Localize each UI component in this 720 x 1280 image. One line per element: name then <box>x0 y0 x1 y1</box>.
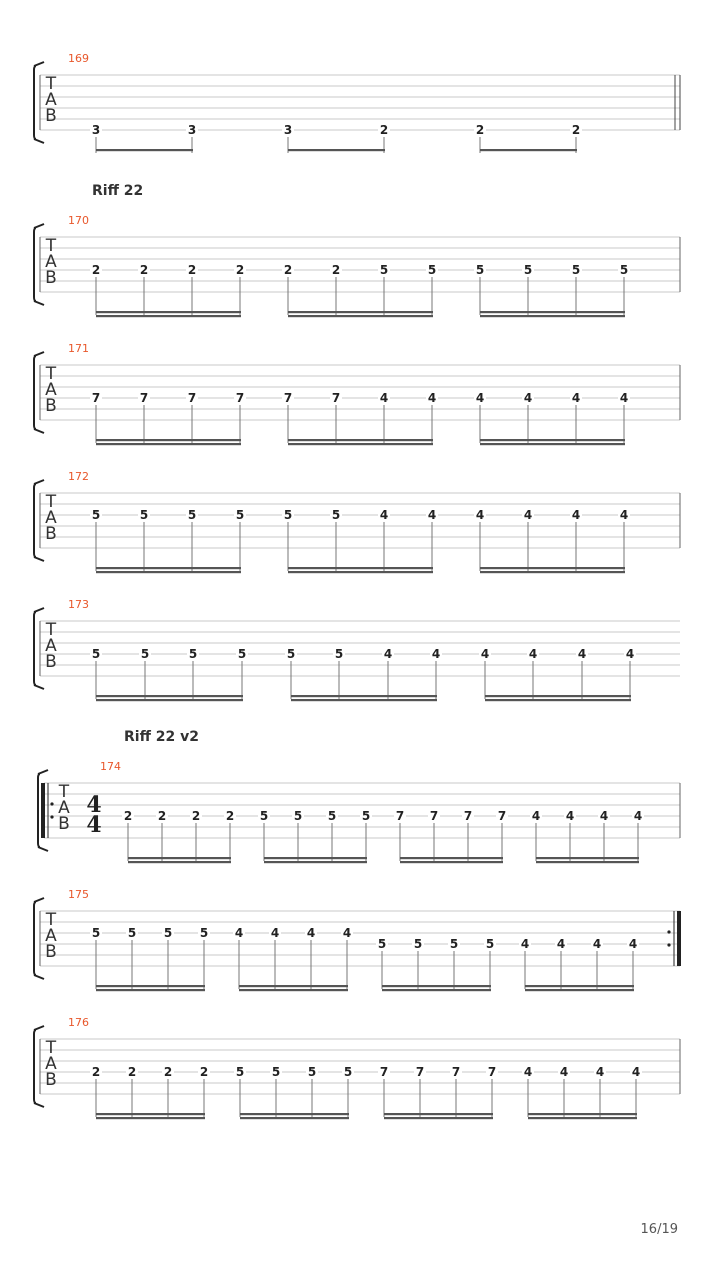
beam-secondary <box>382 989 491 991</box>
tab-clef-letter-a: A <box>58 798 70 818</box>
fret-number: 5 <box>334 647 344 661</box>
system-bracket <box>34 612 36 685</box>
measure-number: 171 <box>68 342 89 355</box>
fret-number: 4 <box>523 1065 533 1079</box>
fret-number: 5 <box>361 809 371 823</box>
beam-primary <box>96 311 241 313</box>
bracket-top-hook <box>38 770 48 774</box>
fret-number: 4 <box>619 391 629 405</box>
tab-clef-letter-a: A <box>45 508 57 528</box>
beam-secondary <box>384 1117 493 1119</box>
fret-number: 5 <box>475 263 485 277</box>
bracket-top-hook <box>34 352 44 356</box>
tab-clef-letter-t: T <box>45 364 57 384</box>
tab-clef-letter-a: A <box>45 252 57 272</box>
section-label: Riff 22 <box>92 183 144 199</box>
fret-number: 5 <box>523 263 533 277</box>
beam-primary <box>480 311 625 313</box>
fret-number: 7 <box>91 391 101 405</box>
bracket-bottom-hook <box>34 685 44 689</box>
fret-number: 7 <box>497 809 507 823</box>
beam-secondary <box>239 989 348 991</box>
beam-primary <box>528 1113 637 1115</box>
tab-system-170 <box>34 183 680 317</box>
fret-number: 2 <box>91 263 101 277</box>
fret-number: 5 <box>449 937 459 951</box>
tab-clef-letter-t: T <box>45 1038 57 1058</box>
bracket-bottom-hook <box>34 557 44 561</box>
fret-number: 2 <box>283 263 293 277</box>
beam-secondary <box>400 861 503 863</box>
tab-system-175 <box>34 888 681 991</box>
fret-number: 7 <box>139 391 149 405</box>
beam-primary <box>480 149 577 151</box>
beam-primary <box>480 439 625 441</box>
fret-number: 4 <box>577 647 587 661</box>
bracket-bottom-hook <box>34 429 44 433</box>
fret-number: 2 <box>127 1065 137 1079</box>
fret-number: 4 <box>379 508 389 522</box>
tab-system-169 <box>34 52 680 153</box>
bracket-bottom-hook <box>34 301 44 305</box>
beam-primary <box>525 985 634 987</box>
beam-secondary <box>288 315 433 317</box>
fret-number: 4 <box>571 391 581 405</box>
bracket-bottom-hook <box>38 847 48 851</box>
tab-clef-letter-a: A <box>45 926 57 946</box>
system-bracket <box>38 774 40 847</box>
fret-number: 7 <box>487 1065 497 1079</box>
fret-number: 4 <box>633 809 643 823</box>
beam-primary <box>96 439 241 441</box>
beam-primary <box>288 311 433 313</box>
bracket-top-hook <box>34 62 44 66</box>
fret-number: 5 <box>485 937 495 951</box>
beam-secondary <box>264 861 367 863</box>
fret-number: 5 <box>237 647 247 661</box>
section-label: Riff 22 v2 <box>124 729 200 745</box>
fret-number: 4 <box>379 391 389 405</box>
system-bracket <box>34 228 36 301</box>
fret-number: 2 <box>163 1065 173 1079</box>
tab-system-176 <box>34 1016 680 1119</box>
beam-primary <box>128 857 231 859</box>
beam-primary <box>96 985 205 987</box>
fret-number: 4 <box>565 809 575 823</box>
fret-number: 7 <box>235 391 245 405</box>
beam-secondary <box>96 989 205 991</box>
repeat-dot <box>667 930 670 933</box>
fret-number: 4 <box>270 926 280 940</box>
fret-number: 4 <box>628 937 638 951</box>
fret-number: 5 <box>271 1065 281 1079</box>
system-bracket <box>34 902 36 975</box>
fret-number: 5 <box>187 508 197 522</box>
bracket-bottom-hook <box>34 139 44 143</box>
fret-number: 4 <box>431 647 441 661</box>
fret-number: 7 <box>379 1065 389 1079</box>
bracket-bottom-hook <box>34 975 44 979</box>
fret-number: 4 <box>342 926 352 940</box>
measure-number: 176 <box>68 1016 89 1029</box>
beam-secondary <box>536 861 639 863</box>
tab-clef-letter-b: B <box>45 268 57 288</box>
measure-number: 169 <box>68 52 89 65</box>
fret-number: 5 <box>619 263 629 277</box>
fret-number: 5 <box>140 647 150 661</box>
tab-clef-letter-b: B <box>45 396 57 416</box>
beam-primary <box>288 149 385 151</box>
fret-number: 5 <box>286 647 296 661</box>
beam-secondary <box>288 571 433 573</box>
fret-number: 4 <box>592 937 602 951</box>
fret-number: 5 <box>327 809 337 823</box>
tab-clef-letter-b: B <box>45 652 57 672</box>
fret-number: 5 <box>379 263 389 277</box>
fret-number: 5 <box>259 809 269 823</box>
fret-number: 2 <box>91 1065 101 1079</box>
bracket-top-hook <box>34 1026 44 1030</box>
tab-clef-letter-b: B <box>45 1070 57 1090</box>
page-number: 16/19 <box>640 1222 678 1237</box>
bracket-top-hook <box>34 480 44 484</box>
fret-number: 4 <box>528 647 538 661</box>
beam-primary <box>480 567 625 569</box>
beam-secondary <box>480 315 625 317</box>
tab-clef-letter-a: A <box>45 1054 57 1074</box>
fret-number: 5 <box>571 263 581 277</box>
tab-clef-letter-b: B <box>45 942 57 962</box>
beam-secondary <box>96 443 241 445</box>
system-bracket <box>34 1030 36 1103</box>
fret-number: 4 <box>619 508 629 522</box>
beam-primary <box>291 695 437 697</box>
beam-secondary <box>96 315 241 317</box>
system-bracket <box>34 484 36 557</box>
tab-system-172 <box>34 470 680 573</box>
fret-number: 2 <box>191 809 201 823</box>
fret-number: 4 <box>595 1065 605 1079</box>
fret-number: 4 <box>523 508 533 522</box>
fret-number: 2 <box>475 123 485 137</box>
fret-number: 5 <box>377 937 387 951</box>
beam-primary <box>96 695 243 697</box>
tab-clef-letter-a: A <box>45 90 57 110</box>
tab-system-174 <box>38 729 680 863</box>
fret-number: 7 <box>187 391 197 405</box>
fret-number: 4 <box>520 937 530 951</box>
beam-secondary <box>240 1117 349 1119</box>
system-bracket <box>34 66 36 139</box>
fret-number: 5 <box>343 1065 353 1079</box>
repeat-dot <box>667 943 670 946</box>
fret-number: 5 <box>427 263 437 277</box>
beam-primary <box>96 149 193 151</box>
fret-number: 3 <box>283 123 293 137</box>
beam-primary <box>382 985 491 987</box>
fret-number: 4 <box>475 391 485 405</box>
tab-clef-letter-t: T <box>45 620 57 640</box>
tab-system-171 <box>34 342 680 445</box>
fret-number: 4 <box>427 508 437 522</box>
beam-secondary <box>96 571 241 573</box>
fret-number: 7 <box>395 809 405 823</box>
system-bracket <box>34 356 36 429</box>
fret-number: 4 <box>427 391 437 405</box>
time-signature-digit: 4 <box>86 812 102 838</box>
fret-number: 4 <box>531 809 541 823</box>
fret-number: 5 <box>91 647 101 661</box>
beam-primary <box>485 695 631 697</box>
repeat-dot <box>50 815 53 818</box>
fret-number: 2 <box>157 809 167 823</box>
fret-number: 5 <box>293 809 303 823</box>
beam-primary <box>96 567 241 569</box>
beam-secondary <box>128 861 231 863</box>
repeat-end-thick-bar <box>677 911 681 966</box>
bracket-bottom-hook <box>34 1103 44 1107</box>
fret-number: 7 <box>331 391 341 405</box>
fret-number: 4 <box>631 1065 641 1079</box>
fret-number: 2 <box>199 1065 209 1079</box>
beam-secondary <box>485 699 631 701</box>
beam-primary <box>96 1113 205 1115</box>
fret-number: 7 <box>283 391 293 405</box>
fret-number: 2 <box>225 809 235 823</box>
beam-primary <box>384 1113 493 1115</box>
tab-system-173 <box>34 598 680 701</box>
fret-number: 2 <box>571 123 581 137</box>
tab-clef-letter-t: T <box>45 910 57 930</box>
beam-secondary <box>480 443 625 445</box>
beam-secondary <box>480 571 625 573</box>
fret-number: 5 <box>331 508 341 522</box>
measure-number: 175 <box>68 888 89 901</box>
fret-number: 5 <box>283 508 293 522</box>
fret-number: 4 <box>571 508 581 522</box>
beam-primary <box>288 567 433 569</box>
fret-number: 7 <box>429 809 439 823</box>
fret-number: 5 <box>188 647 198 661</box>
tab-clef-letter-t: T <box>58 782 70 802</box>
fret-number: 5 <box>307 1065 317 1079</box>
bracket-top-hook <box>34 608 44 612</box>
fret-number: 2 <box>123 809 133 823</box>
beam-secondary <box>96 699 243 701</box>
fret-number: 5 <box>413 937 423 951</box>
tab-clef-letter-b: B <box>45 106 57 126</box>
fret-number: 5 <box>91 926 101 940</box>
beam-secondary <box>528 1117 637 1119</box>
time-signature-digit: 4 <box>86 792 102 818</box>
beam-primary <box>536 857 639 859</box>
fret-number: 4 <box>556 937 566 951</box>
fret-number: 5 <box>235 1065 245 1079</box>
tab-clef-letter-b: B <box>45 524 57 544</box>
fret-number: 3 <box>91 123 101 137</box>
tab-clef-letter-t: T <box>45 236 57 256</box>
beam-secondary <box>96 1117 205 1119</box>
measure-number: 172 <box>68 470 89 483</box>
tab-clef-letter-t: T <box>45 74 57 94</box>
fret-number: 5 <box>235 508 245 522</box>
fret-number: 5 <box>199 926 209 940</box>
beam-secondary <box>291 699 437 701</box>
beam-secondary <box>288 443 433 445</box>
fret-number: 4 <box>523 391 533 405</box>
fret-number: 2 <box>379 123 389 137</box>
beam-primary <box>400 857 503 859</box>
fret-number: 3 <box>187 123 197 137</box>
tab-clef-letter-b: B <box>58 814 70 834</box>
measure-number: 174 <box>100 760 121 773</box>
fret-number: 7 <box>415 1065 425 1079</box>
beam-primary <box>239 985 348 987</box>
beam-primary <box>288 439 433 441</box>
beam-primary <box>264 857 367 859</box>
fret-number: 7 <box>451 1065 461 1079</box>
fret-number: 2 <box>187 263 197 277</box>
fret-number: 5 <box>163 926 173 940</box>
fret-number: 7 <box>463 809 473 823</box>
measure-number: 173 <box>68 598 89 611</box>
repeat-start-thick-bar <box>41 783 45 838</box>
fret-number: 4 <box>383 647 393 661</box>
fret-number: 4 <box>234 926 244 940</box>
bracket-top-hook <box>34 224 44 228</box>
fret-number: 2 <box>331 263 341 277</box>
fret-number: 4 <box>306 926 316 940</box>
fret-number: 4 <box>480 647 490 661</box>
fret-number: 2 <box>139 263 149 277</box>
beam-primary <box>240 1113 349 1115</box>
tab-clef-letter-t: T <box>45 492 57 512</box>
fret-number: 4 <box>475 508 485 522</box>
fret-number: 5 <box>139 508 149 522</box>
fret-number: 5 <box>91 508 101 522</box>
fret-number: 4 <box>559 1065 569 1079</box>
measure-number: 170 <box>68 214 89 227</box>
fret-number: 4 <box>599 809 609 823</box>
tab-clef-letter-a: A <box>45 380 57 400</box>
fret-number: 2 <box>235 263 245 277</box>
beam-secondary <box>525 989 634 991</box>
repeat-dot <box>50 802 53 805</box>
tab-clef-letter-a: A <box>45 636 57 656</box>
fret-number: 5 <box>127 926 137 940</box>
fret-number: 4 <box>625 647 635 661</box>
bracket-top-hook <box>34 898 44 902</box>
